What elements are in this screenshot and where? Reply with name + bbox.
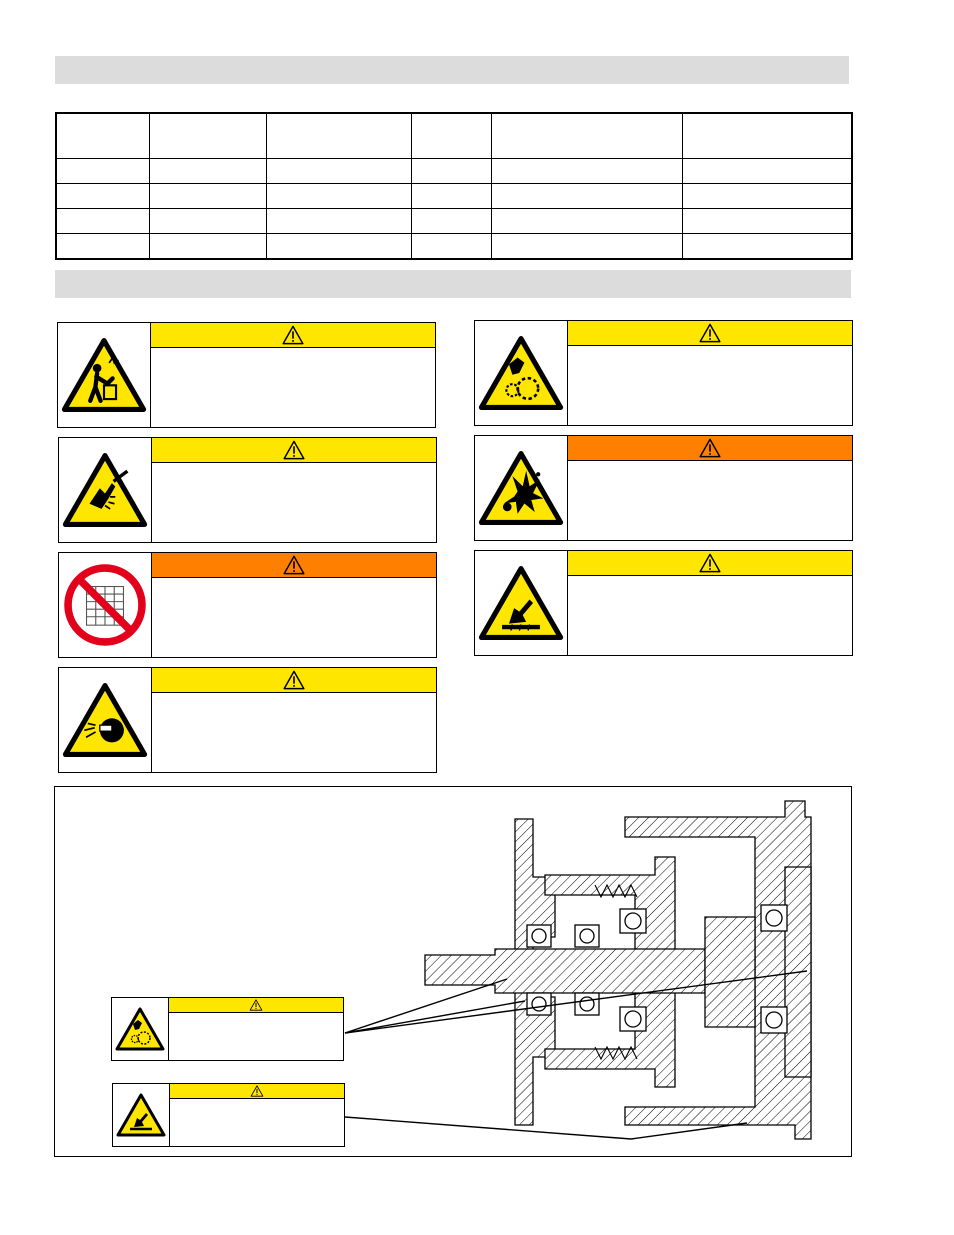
alert-triangle-icon (282, 440, 306, 460)
caution-header (152, 438, 436, 463)
table-header-cell (266, 113, 411, 159)
diagram-callout-hot-surface (112, 1083, 345, 1147)
table-row (56, 234, 852, 260)
eye-protection-icon (62, 682, 148, 758)
table-cell (149, 234, 266, 260)
spec-table (55, 112, 853, 260)
table-cell (56, 159, 149, 184)
table-cell (266, 209, 411, 234)
alert-triangle-icon (249, 999, 263, 1011)
table-cell (491, 159, 682, 184)
table-row (56, 159, 852, 184)
alert-triangle-icon (698, 438, 722, 458)
table-cell (682, 209, 852, 234)
table-header-cell (491, 113, 682, 159)
rotating-gear-hand-hazard-icon (478, 335, 564, 411)
warning-header (152, 553, 436, 578)
explosion-hazard-icon (478, 450, 564, 526)
table-header-cell (149, 113, 266, 159)
section-header-bar-2 (55, 270, 851, 298)
caution-header (169, 998, 343, 1013)
safety-label-hot-surface (474, 550, 853, 656)
alert-triangle-icon (281, 325, 305, 345)
safety-label-entanglement (474, 320, 853, 426)
table-cell (682, 159, 852, 184)
section-header-bar-1 (55, 56, 849, 84)
caution-header (568, 551, 852, 576)
hot-surface-hazard-icon (478, 565, 564, 641)
safety-label-cut (58, 437, 437, 543)
safety-label-lifting (57, 322, 436, 428)
table-cell (411, 184, 491, 209)
table-cell (491, 234, 682, 260)
table-row (56, 209, 852, 234)
table-row (56, 184, 852, 209)
alert-triangle-icon (282, 555, 306, 575)
table-cell (149, 184, 266, 209)
hot-surface-hazard-icon (116, 1093, 166, 1137)
caution-header (152, 668, 436, 693)
caution-header (151, 323, 435, 348)
table-header-cell (411, 113, 491, 159)
lifting-hazard-icon (61, 337, 147, 413)
table-cell (149, 209, 266, 234)
table-cell (682, 184, 852, 209)
table-cell (266, 159, 411, 184)
safety-label-eye-protection (58, 667, 437, 773)
safety-label-no-stacking (58, 552, 437, 658)
no-stacking-prohibition-icon (63, 563, 147, 647)
safety-label-explosion (474, 435, 853, 541)
table-cell (266, 234, 411, 260)
table-cell (411, 159, 491, 184)
table-cell (682, 234, 852, 260)
table-cell (411, 234, 491, 260)
alert-triangle-icon (250, 1085, 264, 1097)
cross-section-diagram-panel (54, 786, 852, 1157)
alert-triangle-icon (282, 670, 306, 690)
table-cell (411, 209, 491, 234)
table-cell (56, 184, 149, 209)
caution-header (170, 1084, 344, 1099)
table-header-row (56, 113, 852, 159)
table-cell (149, 159, 266, 184)
table-cell (56, 209, 149, 234)
table-header-cell (682, 113, 852, 159)
table-cell (491, 184, 682, 209)
warning-header (568, 436, 852, 461)
caution-header (568, 321, 852, 346)
table-cell (491, 209, 682, 234)
table-cell (56, 234, 149, 260)
alert-triangle-icon (698, 553, 722, 573)
diagram-callout-entanglement (111, 997, 344, 1061)
cut-hand-hazard-icon (62, 452, 148, 528)
table-cell (266, 184, 411, 209)
rotating-gear-hand-hazard-icon (115, 1007, 165, 1051)
alert-triangle-icon (698, 323, 722, 343)
table-header-cell (56, 113, 149, 159)
